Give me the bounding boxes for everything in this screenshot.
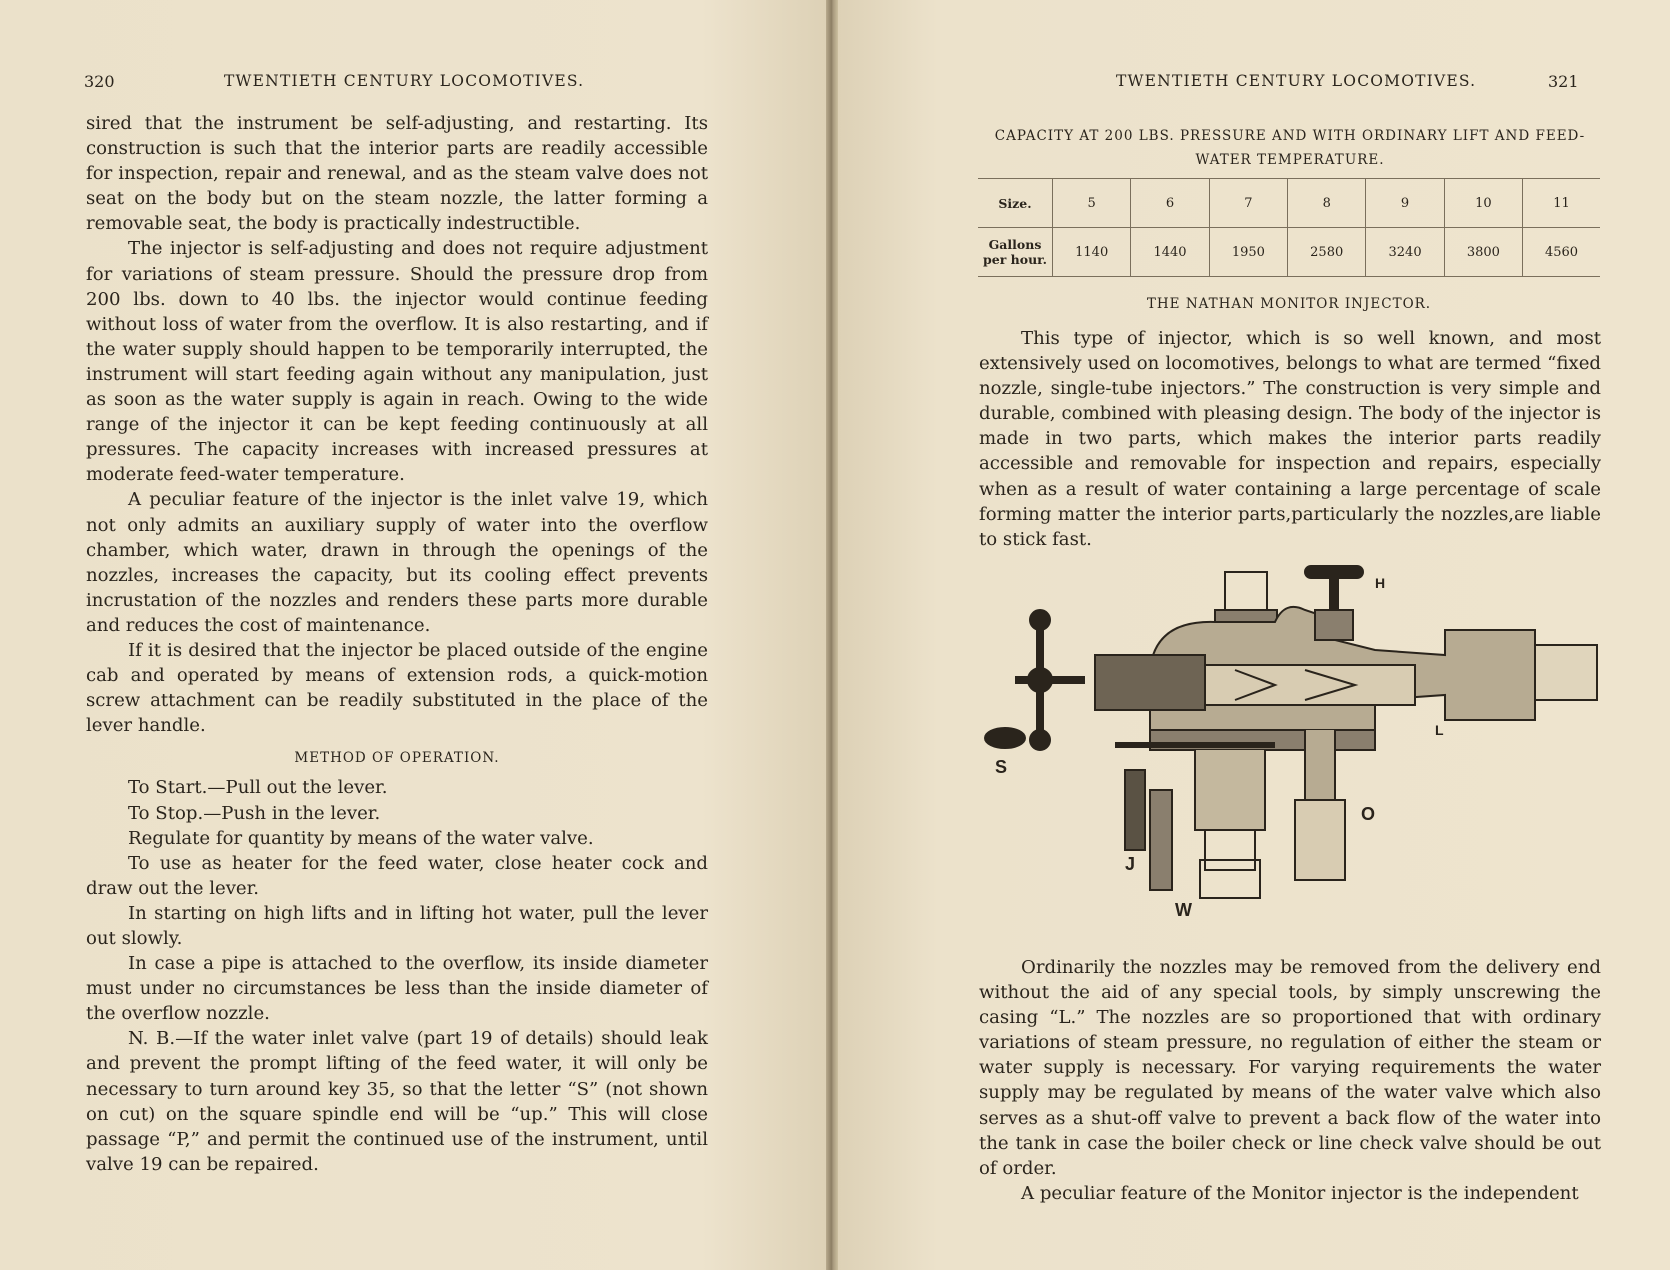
- paragraph: If it is desired that the injector be placed outside of the engine cab and operated by means of extension rods, a quick-motion screw attachment can be readily substituted in the place of the lever handle.: [86, 639, 708, 737]
- steam-valve: [1095, 655, 1205, 710]
- instruction: In case a pipe is attached to the overflow, its inside diameter must under no circumstances be less than the inside diameter of the overflow nozzle.: [86, 953, 708, 1025]
- handwheel: [1305, 566, 1363, 578]
- table-row: [978, 228, 1600, 277]
- running-head: TWENTIETH CENTURY LOCOMOTIVES.: [1116, 72, 1477, 90]
- instruction: N. B.—If the water inlet valve (part 19 of details) should leak and prevent the prompt lifting of the feed water, it will only be necessary to turn around key 35, so that the letter “S” (not shown on cut) on the square spindle end will be “up.” This will close passage “P,” and permit the continued use of the instrument, until valve 19 can be repaired.: [86, 1028, 708, 1175]
- valve-bonnet: [1315, 610, 1353, 640]
- table-cell: 1140: [1053, 228, 1131, 277]
- table-cell: 2580: [1288, 228, 1366, 277]
- table-cell: 5: [1053, 179, 1131, 228]
- steam-inlet-pipe: [1225, 572, 1267, 612]
- row-label: Size.: [998, 195, 1032, 211]
- left-page: [0, 0, 826, 1270]
- label-j: J: [1125, 854, 1136, 874]
- overflow-body: [1305, 730, 1335, 800]
- label-h: H: [1375, 575, 1386, 591]
- water-valve-handle: [1125, 770, 1145, 850]
- instruction: To Stop.—Push in the lever.: [128, 802, 381, 824]
- book-gutter: [826, 0, 838, 1270]
- paragraph: A peculiar feature of the injector is the inlet valve 19, which not only admits an auxiliary supply of water into the overflow chamber, which water, drawn in through the openings of the nozzles, increases the capacity, but its cooling effect prevents incrustation of the nozzles and renders these parts more durable and reduces the cost of maintenance.: [86, 489, 708, 636]
- left-body-text: [86, 111, 708, 1177]
- section-heading: THE NATHAN MONITOR INJECTOR.: [1146, 296, 1432, 312]
- table-cell: 10: [1444, 179, 1522, 228]
- row-label: Gallons per hour.: [978, 228, 1053, 277]
- table-cell: 6: [1131, 179, 1209, 228]
- right-intro-text: [979, 326, 1601, 552]
- instruction: In starting on high lifts and in lifting hot water, pull the lever out slowly.: [86, 902, 708, 949]
- right-body-text: [979, 955, 1601, 1206]
- delivery-end: [1535, 645, 1597, 700]
- table-cell: 11: [1523, 179, 1600, 228]
- instruction: Regulate for quantity by means of the water valve.: [128, 827, 594, 849]
- table-cell: 3800: [1444, 228, 1522, 277]
- water-inlet-pipe: [1200, 860, 1260, 898]
- table-cell: 7: [1209, 179, 1287, 228]
- label-l: L: [1435, 722, 1444, 738]
- table-cell: 4560: [1523, 228, 1600, 277]
- label-w: W: [1175, 900, 1192, 920]
- water-inlet: [1205, 830, 1255, 870]
- method-heading: METHOD OF OPERATION.: [294, 750, 500, 767]
- table-cell: 1950: [1209, 228, 1287, 277]
- water-chamber: [1195, 750, 1265, 830]
- handle-grip: [985, 728, 1025, 748]
- overflow-nozzle: [1295, 800, 1345, 880]
- label-s: S: [995, 757, 1008, 777]
- capacity-table: [978, 178, 1600, 277]
- paragraph: sired that the instrument be self-adjusting, and restarting. Its construction is such that the interior parts are readily accessible for inspection, repair and renewal, and as the steam valve does not seat on the body but on the steam nozzle, the latter forming a removable seat, the body is practically indestructible.: [86, 113, 708, 235]
- page-number: 320: [84, 72, 115, 91]
- table-caption-line: WATER TEMPERATURE.: [1195, 152, 1385, 168]
- paragraph: The injector is self-adjusting and does not require adjustment for variations of steam pressure. Should the pressure drop from 200 lbs. down to 40 lbs. the injector would continue feeding without loss of water from the overflow. It is also restarting, and if the water supply should happen to be temporarily interrupted, the instrument will start feeding again without any manipulation, just as soon as the water supply is again in reach. Owing to the wide range of the injector it can be kept feeding continuously at all pressures. The capacity increases with increased pressures at moderate feed-water temperature.: [86, 238, 708, 486]
- label-o: O: [1361, 804, 1376, 824]
- table-cell: 9: [1366, 179, 1444, 228]
- page-number: 321: [1548, 72, 1579, 91]
- table-row: [978, 179, 1600, 228]
- table-cell: 3240: [1366, 228, 1444, 277]
- paragraph: A peculiar feature of the Monitor injector is the independent: [1021, 1182, 1579, 1204]
- paragraph: This type of injector, which is so well known, and most extensively used on locomotives, belongs to what are termed “fixed nozzle, single-tube injectors.” The construction is very simple and durable, combined with pleasing design. The body of the injector is made in two parts, which makes the interior parts readily accessible and removable for inspection and repairs, especially when as a result of water containing a large percentage of scale forming matter the interior parts,particularly the nozzles,are liable to stick fast.: [979, 328, 1601, 550]
- instruction: To use as heater for the feed water, close heater cock and draw out the lever.: [86, 852, 708, 899]
- running-head: TWENTIETH CENTURY LOCOMOTIVES.: [224, 72, 585, 90]
- table-caption: [960, 124, 1620, 172]
- table-cell: 1440: [1131, 228, 1209, 277]
- paragraph: Ordinarily the nozzles may be removed from the delivery end without the aid of any special tools, by simply unscrewing the casing “L.” The nozzles are so proportioned that with ordinary variations of steam pressure, no regulation of either the steam or water supply is necessary. For varying requirements the water supply may be regulated by means of the water valve which also serves as a shut-off valve to prevent a back flow of the water into the tank in case the boiler check or line check valve should be out of order.: [979, 957, 1601, 1179]
- table-caption-line: CAPACITY AT 200 LBS. PRESSURE AND WITH ORDINARY LIFT AND FEED-: [994, 128, 1586, 144]
- table-cell: 8: [1288, 179, 1366, 228]
- water-lever: [1150, 790, 1172, 890]
- lever-knob: [1030, 610, 1050, 630]
- injector-diagram: [975, 560, 1607, 930]
- lever-hub: [1028, 668, 1052, 692]
- instruction: To Start.—Pull out the lever.: [128, 777, 388, 799]
- lever-knob: [1030, 730, 1050, 750]
